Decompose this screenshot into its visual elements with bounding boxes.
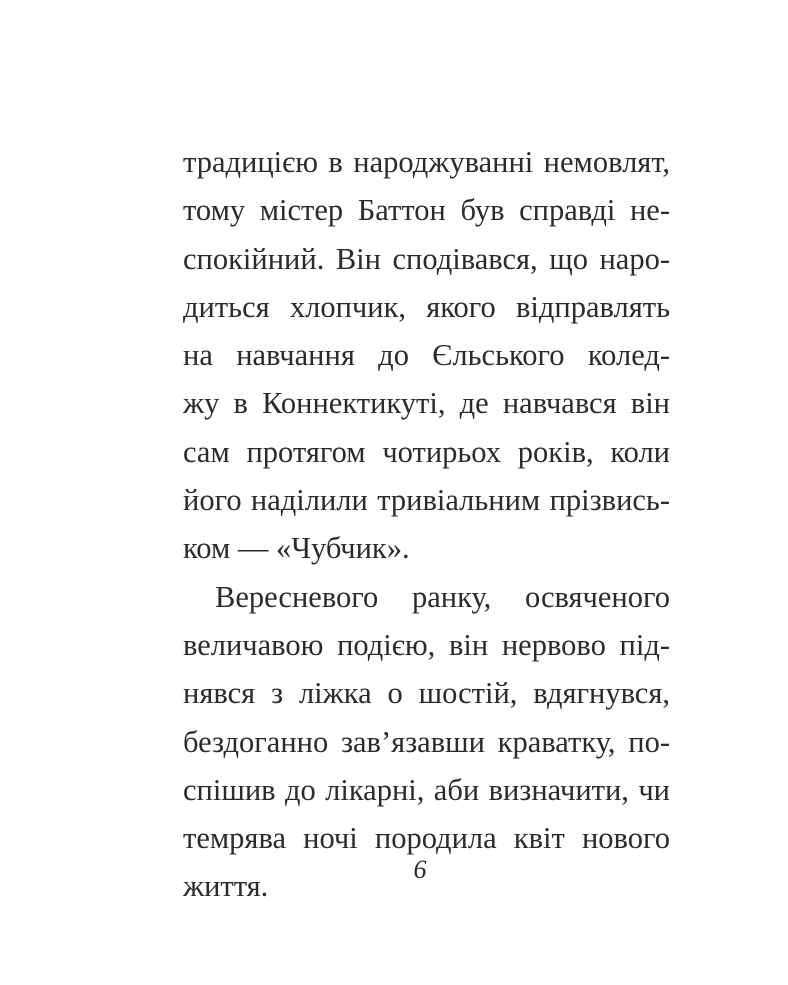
text-line: традицією в народжуванні немовлят, xyxy=(183,145,670,179)
text-line: бездоганно зав’язавши краватку, по- xyxy=(183,724,670,759)
text-line: його наділили тривіальним прізвись- xyxy=(183,483,670,518)
text-line: на навчання до Єльського колед- xyxy=(183,338,670,373)
text-line: Вересневого ранку, освяченого xyxy=(215,579,670,614)
text-line: диться хлопчик, якого відправлять xyxy=(183,289,670,324)
text-line: жу в Коннектикуті, де навчався він xyxy=(183,386,670,421)
text-line: величавою подією, він нервово під- xyxy=(183,627,670,662)
text-line: темрява ночі породила квіт нового xyxy=(183,821,670,856)
text-line: спокійний. Він сподівався, що наро- xyxy=(183,241,670,276)
body-text xyxy=(183,142,670,915)
text-line: спішив до лікарні, аби визначити, чи xyxy=(183,772,670,807)
text-line: сам протягом чотирьох років, коли xyxy=(183,434,670,469)
text-line: тому містер Баттон був справді не- xyxy=(183,193,670,228)
text-line: нявся з ліжка о шостій, вдягнувся, xyxy=(183,676,670,711)
paragraph-1 xyxy=(183,142,670,577)
text-line: ком — «Чубчик». xyxy=(183,531,410,566)
text-line: життя. xyxy=(183,869,269,904)
page-number: 6 xyxy=(413,855,427,884)
